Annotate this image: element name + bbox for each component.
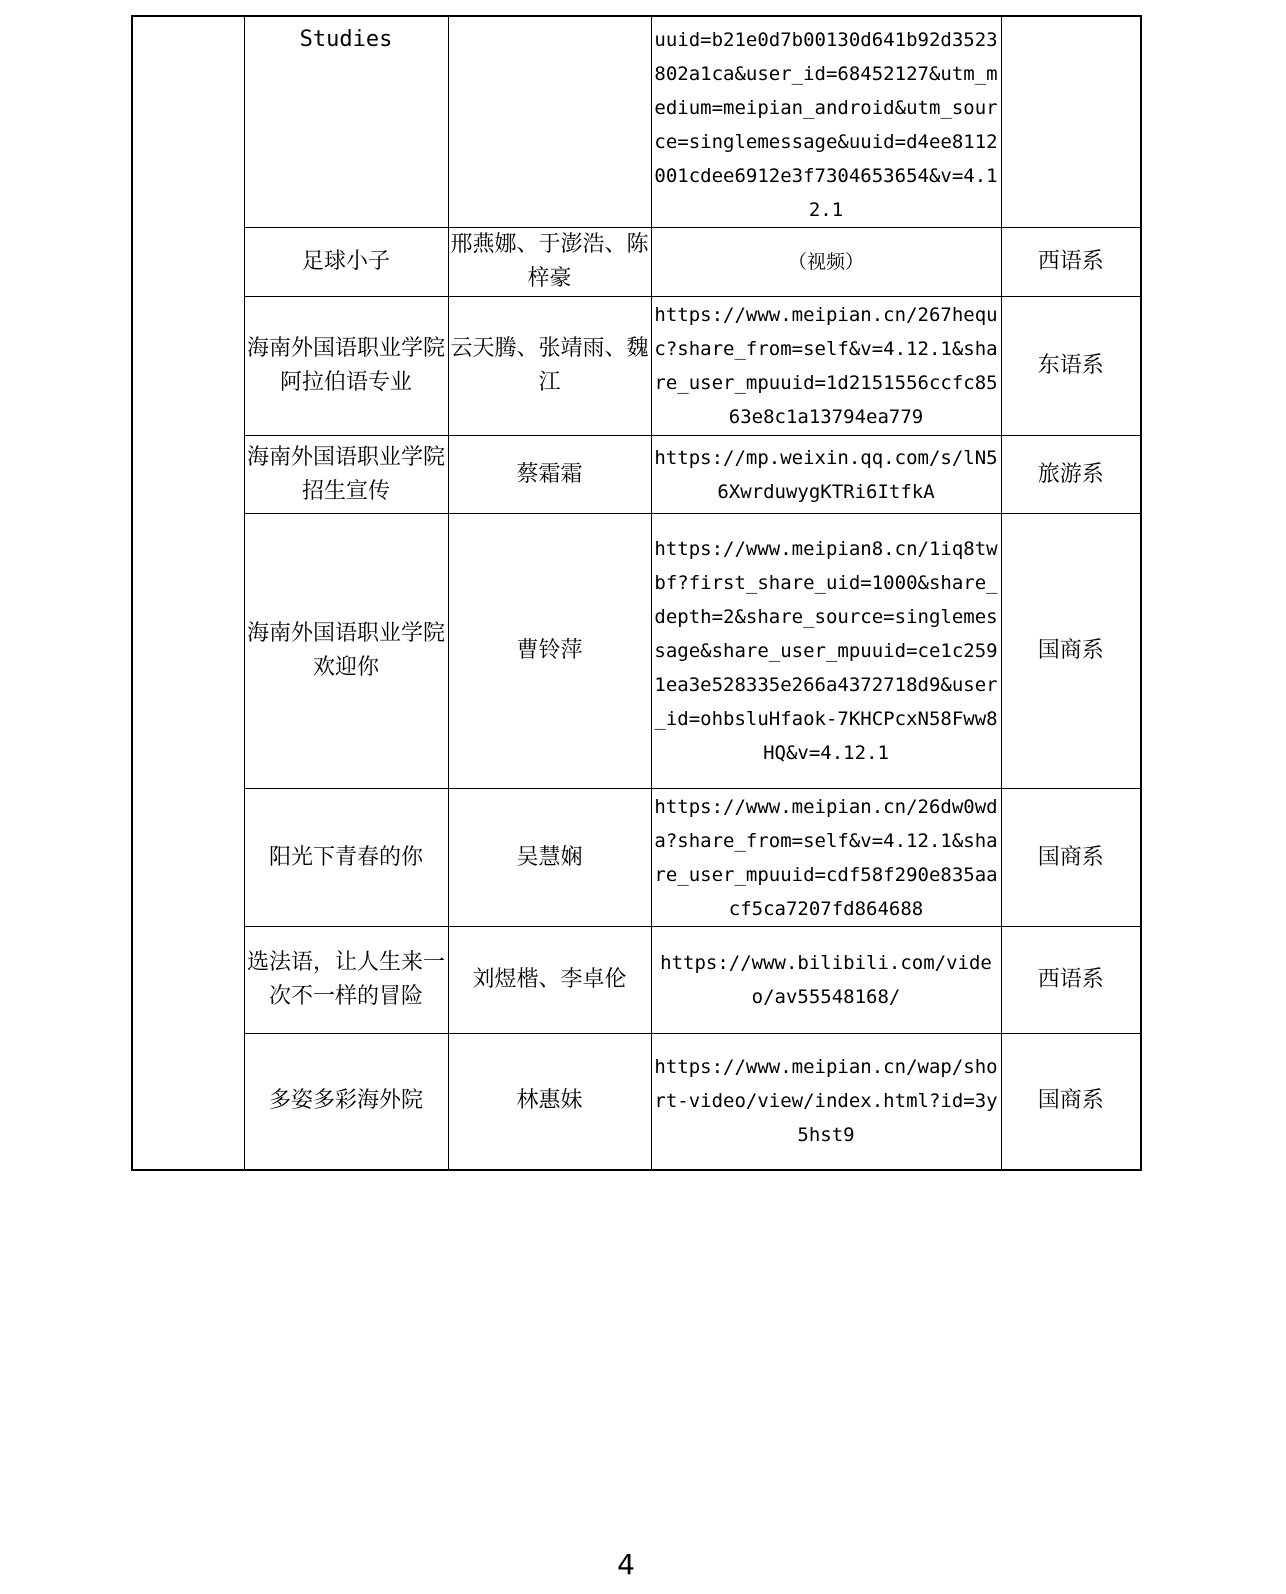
link-cell: https://www.bilibili.com/video/av55548168/ (651, 927, 1001, 1034)
department-cell: 国商系 (1001, 1034, 1141, 1170)
link-cell: https://www.meipian8.cn/1iq8twbf?first_share_uid=1000&share_depth=2&share_source=singlemessage&share_user_mpuuid=ce1c2591ea3e528335e266a4372718d9&user_id=ohbsluHfaok-7KHCPcxN58Fww8HQ&v=4.12.1 (651, 514, 1001, 789)
title-cell: 海南外国语职业学院欢迎你 (244, 514, 448, 789)
department-cell: 国商系 (1001, 514, 1141, 789)
title-cell: 海南外国语职业学院招生宣传 (244, 436, 448, 514)
table-row (132, 436, 1141, 514)
title-cell: 足球小子 (244, 228, 448, 297)
department-cell: 旅游系 (1001, 436, 1141, 514)
department-cell: 东语系 (1001, 297, 1141, 436)
department-cell (1001, 16, 1141, 228)
title-cell: 选法语，让人生来一次不一样的冒险 (244, 927, 448, 1034)
link-cell: （视频） (651, 228, 1001, 297)
table-row (132, 297, 1141, 436)
authors-cell: 林惠妹 (448, 1034, 651, 1170)
department-cell: 国商系 (1001, 789, 1141, 927)
title-cell: 多姿多彩海外院 (244, 1034, 448, 1170)
table-row (132, 228, 1141, 297)
page-number: 4 (617, 1548, 635, 1581)
link-cell: https://www.meipian.cn/wap/short-video/view/index.html?id=3y5hst9 (651, 1034, 1001, 1170)
title-cell: 阳光下青春的你 (244, 789, 448, 927)
authors-cell: 云天腾、张靖雨、魏江 (448, 297, 651, 436)
works-links-table (131, 15, 1142, 1171)
table-row (132, 514, 1141, 789)
authors-cell: 吴慧娴 (448, 789, 651, 927)
link-cell: uuid=b21e0d7b00130d641b92d3523802a1ca&user_id=68452127&utm_medium=meipian_android&utm_source=singlemessage&uuid=d4ee8112001cdee6912e3f7304653654&v=4.12.1 (651, 16, 1001, 228)
authors-cell: 蔡霜霜 (448, 436, 651, 514)
table-row (132, 927, 1141, 1034)
group-spanner-cell (132, 16, 244, 1170)
authors-cell: 曹铃萍 (448, 514, 651, 789)
link-cell: https://www.meipian.cn/26dw0wda?share_from=self&v=4.12.1&share_user_mpuuid=cdf58f290e835aacf5ca7207fd864688 (651, 789, 1001, 927)
table-row (132, 789, 1141, 927)
title-cell: Studies (244, 16, 448, 228)
authors-cell: 邢燕娜、于澎浩、陈梓豪 (448, 228, 651, 297)
title-cell: 海南外国语职业学院阿拉伯语专业 (244, 297, 448, 436)
table-row (132, 1034, 1141, 1170)
link-cell: https://www.meipian.cn/267hequc?share_from=self&v=4.12.1&share_user_mpuuid=1d2151556ccfc8563e8c1a13794ea779 (651, 297, 1001, 436)
authors-cell (448, 16, 651, 228)
department-cell: 西语系 (1001, 927, 1141, 1034)
authors-cell: 刘煜楷、李卓伦 (448, 927, 651, 1034)
table-row (132, 16, 1141, 228)
department-cell: 西语系 (1001, 228, 1141, 297)
link-cell: https://mp.weixin.qq.com/s/lN56XwrduwygKTRi6ItfkA (651, 436, 1001, 514)
